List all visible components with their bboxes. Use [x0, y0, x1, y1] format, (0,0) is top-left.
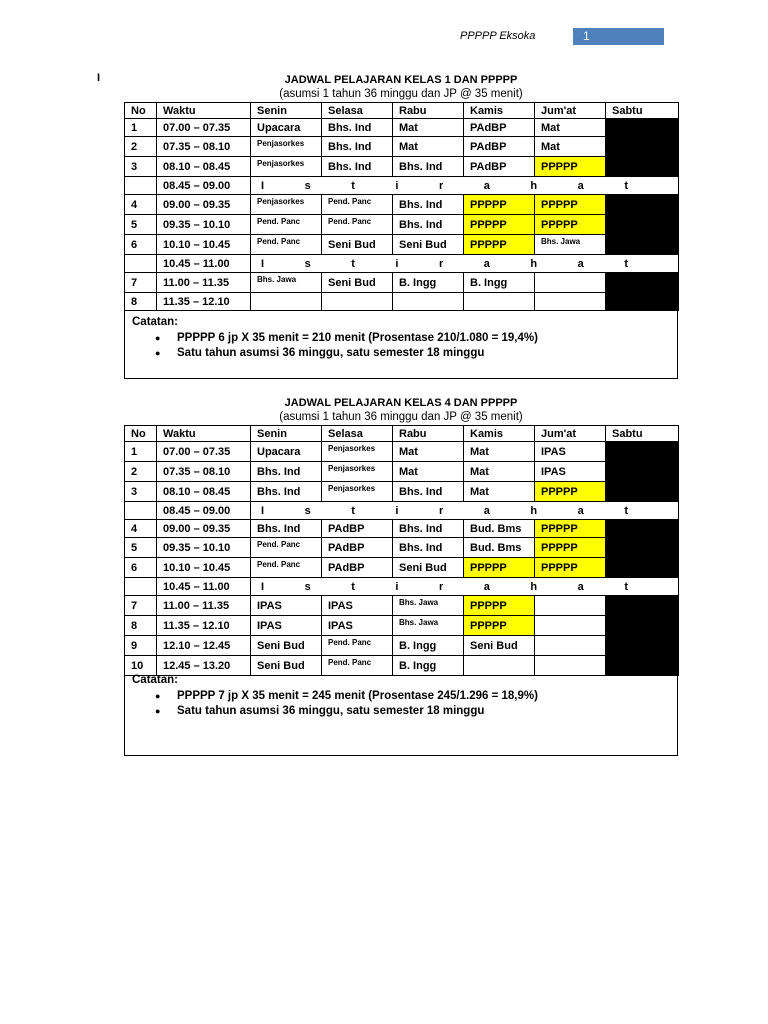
break-letter: a — [577, 580, 584, 593]
notes-label: Catatan: — [132, 674, 179, 686]
break-letter: t — [624, 504, 628, 517]
subject-jumat: PPPPP — [535, 215, 606, 235]
column-header: Waktu — [157, 103, 251, 119]
table-row — [125, 215, 679, 235]
subject-selasa: Bhs. Ind — [322, 119, 393, 137]
table-row — [125, 538, 679, 558]
subject-rabu: Bhs. Jawa — [393, 596, 464, 616]
column-header: Sabtu — [606, 426, 679, 442]
time-cell: 09.00 – 09.35 — [157, 195, 251, 215]
subject-sabtu — [606, 119, 679, 137]
subject-selasa: Pend. Panc — [322, 195, 393, 215]
note-item: ● Satu tahun asumsi 36 minggu, satu semester 18 minggu — [155, 346, 538, 361]
time-cell: 09.35 – 10.10 — [157, 538, 251, 558]
subject-jumat: IPAS — [535, 442, 606, 462]
table-row — [125, 195, 679, 215]
time-cell: 07.00 – 07.35 — [157, 119, 251, 137]
subject-kamis: Bud. Bms — [464, 538, 535, 558]
break-letter: a — [483, 504, 490, 517]
subject-rabu: Seni Bud — [393, 235, 464, 255]
subject-kamis: Mat — [464, 462, 535, 482]
table-row — [125, 482, 679, 502]
break-letter: I — [261, 257, 265, 270]
subject-kamis: B. Ingg — [464, 273, 535, 293]
break-letter: a — [577, 179, 584, 192]
column-header: Kamis — [464, 103, 535, 119]
subject-rabu: Bhs. Ind — [393, 215, 464, 235]
row-number: 6 — [125, 558, 157, 578]
row-number: 4 — [125, 520, 157, 538]
table-row — [125, 578, 679, 596]
subject-kamis: PAdBP — [464, 137, 535, 157]
time-cell: 12.45 – 13.20 — [157, 656, 251, 676]
row-number: 5 — [125, 215, 157, 235]
subject-selasa: Pend. Panc — [322, 636, 393, 656]
subject-sabtu — [606, 558, 679, 578]
break-letter: s — [304, 179, 311, 192]
time-cell: 11.35 – 12.10 — [157, 616, 251, 636]
break-letter: a — [577, 504, 584, 517]
break-letter: h — [530, 257, 538, 270]
table-row — [125, 235, 679, 255]
time-cell: 07.35 – 08.10 — [157, 137, 251, 157]
break-letter: a — [483, 580, 490, 593]
break-letter: i — [395, 179, 399, 192]
subject-rabu: Mat — [393, 137, 464, 157]
row-number: 2 — [125, 137, 157, 157]
subject-jumat: PPPPP — [535, 195, 606, 215]
column-header: Selasa — [322, 103, 393, 119]
break-letter: t — [351, 504, 355, 517]
table1-title: JADWAL PELAJARAN KELAS 1 DAN PPPPP — [284, 74, 518, 86]
subject-kamis: Seni Bud — [464, 636, 535, 656]
table1-notes — [124, 298, 678, 379]
row-number: 3 — [125, 157, 157, 177]
break-letter: h — [530, 580, 538, 593]
subject-kamis: PPPPP — [464, 596, 535, 616]
time-cell: 08.10 – 08.45 — [157, 157, 251, 177]
subject-senin: Pend. Panc — [251, 538, 322, 558]
subject-kamis: Mat — [464, 482, 535, 502]
istirahat-break — [251, 578, 679, 596]
subject-rabu: Mat — [393, 462, 464, 482]
subject-selasa: Penjasorkes — [322, 482, 393, 502]
note-item: ● Satu tahun asumsi 36 minggu, satu semester 18 minggu — [155, 704, 538, 719]
subject-jumat: PPPPP — [535, 538, 606, 558]
notes-label: Catatan: — [132, 316, 179, 328]
time-cell: 09.35 – 10.10 — [157, 215, 251, 235]
subject-senin: Bhs. Jawa — [251, 273, 322, 293]
time-cell: 08.10 – 08.45 — [157, 482, 251, 502]
istirahat-break — [251, 255, 679, 273]
table-row — [125, 255, 679, 273]
table-row — [125, 462, 679, 482]
time-cell: 07.35 – 08.10 — [157, 462, 251, 482]
table2-subtitle: (asumsi 1 tahun 36 minggu dan JP @ 35 menit) — [279, 411, 523, 423]
time-cell: 11.00 – 11.35 — [157, 596, 251, 616]
break-letter: s — [304, 504, 311, 517]
subject-rabu: Bhs. Ind — [393, 157, 464, 177]
row-number: 1 — [125, 442, 157, 462]
subject-jumat — [535, 273, 606, 293]
subject-rabu: B. Ingg — [393, 656, 464, 676]
subject-senin: Bhs. Ind — [251, 462, 322, 482]
subject-selasa: PAdBP — [322, 558, 393, 578]
subject-selasa: Penjasorkes — [322, 442, 393, 462]
row-number — [125, 578, 157, 596]
subject-senin: Bhs. Ind — [251, 520, 322, 538]
break-letter: r — [438, 179, 444, 192]
table-row — [125, 273, 679, 293]
subject-kamis: PPPPP — [464, 558, 535, 578]
column-header: No — [125, 426, 157, 442]
table-row — [125, 177, 679, 195]
subject-selasa: Seni Bud — [322, 235, 393, 255]
time-cell: 12.10 – 12.45 — [157, 636, 251, 656]
time-cell: 11.35 – 12.10 — [157, 293, 251, 311]
row-number — [125, 177, 157, 195]
subject-jumat — [535, 596, 606, 616]
break-letter: r — [438, 257, 444, 270]
time-cell: 09.00 – 09.35 — [157, 520, 251, 538]
subject-jumat: Mat — [535, 137, 606, 157]
subject-sabtu — [606, 442, 679, 462]
subject-rabu: Bhs. Ind — [393, 195, 464, 215]
margin-mark: I — [97, 72, 101, 84]
subject-jumat: Bhs. Jawa — [535, 235, 606, 255]
break-letter: I — [261, 580, 265, 593]
break-letter: r — [438, 580, 444, 593]
subject-rabu: Bhs. Ind — [393, 482, 464, 502]
table-row — [125, 137, 679, 157]
subject-sabtu — [606, 636, 679, 656]
subject-rabu: Bhs. Jawa — [393, 616, 464, 636]
subject-selasa: IPAS — [322, 596, 393, 616]
subject-kamis: PPPPP — [464, 616, 535, 636]
column-header: Jum'at — [535, 426, 606, 442]
subject-jumat: PPPPP — [535, 482, 606, 502]
subject-selasa: IPAS — [322, 616, 393, 636]
table2-notes — [124, 656, 678, 756]
table2-title: JADWAL PELAJARAN KELAS 4 DAN PPPPP — [284, 397, 518, 409]
row-number: 3 — [125, 482, 157, 502]
table-row — [125, 502, 679, 520]
page-number-box: 1 — [573, 28, 664, 45]
subject-senin: Upacara — [251, 119, 322, 137]
time-cell: 11.00 – 11.35 — [157, 273, 251, 293]
row-number — [125, 255, 157, 273]
subject-rabu: Bhs. Ind — [393, 538, 464, 558]
subject-selasa: Pend. Panc — [322, 656, 393, 676]
time-cell: 10.10 – 10.45 — [157, 235, 251, 255]
break-letter: t — [624, 257, 628, 270]
subject-sabtu — [606, 520, 679, 538]
break-letter: t — [351, 580, 355, 593]
break-letter: a — [483, 257, 490, 270]
subject-senin: Bhs. Ind — [251, 482, 322, 502]
break-letter: i — [395, 504, 399, 517]
column-header: Senin — [251, 426, 322, 442]
subject-kamis: PPPPP — [464, 195, 535, 215]
column-header: Rabu — [393, 103, 464, 119]
table1-subtitle: (asumsi 1 tahun 36 minggu dan JP @ 35 menit) — [279, 88, 523, 100]
time-cell: 10.45 – 11.00 — [157, 578, 251, 596]
subject-kamis: PPPPP — [464, 235, 535, 255]
document-header-label: PPPPP Eksoka — [460, 30, 536, 42]
break-letter: t — [351, 179, 355, 192]
table-row — [125, 636, 679, 656]
break-letter: h — [530, 504, 538, 517]
subject-sabtu — [606, 596, 679, 616]
row-number: 7 — [125, 596, 157, 616]
break-letter: i — [395, 580, 399, 593]
subject-senin: Seni Bud — [251, 636, 322, 656]
time-cell: 08.45 – 09.00 — [157, 177, 251, 195]
subject-sabtu — [606, 462, 679, 482]
row-number: 4 — [125, 195, 157, 215]
row-number: 5 — [125, 538, 157, 558]
subject-jumat: PPPPP — [535, 558, 606, 578]
subject-selasa: Penjasorkes — [322, 462, 393, 482]
column-header: Sabtu — [606, 103, 679, 119]
subject-senin: Pend. Panc — [251, 235, 322, 255]
subject-senin: IPAS — [251, 596, 322, 616]
row-number: 8 — [125, 293, 157, 311]
table-row — [125, 442, 679, 462]
table1-schedule — [124, 102, 679, 311]
column-header: Senin — [251, 103, 322, 119]
subject-sabtu — [606, 137, 679, 157]
subject-sabtu — [606, 616, 679, 636]
subject-jumat — [535, 616, 606, 636]
time-cell: 08.45 – 09.00 — [157, 502, 251, 520]
break-letter: h — [530, 179, 538, 192]
row-number: 8 — [125, 616, 157, 636]
table-row — [125, 520, 679, 538]
subject-jumat: Mat — [535, 119, 606, 137]
column-header: Rabu — [393, 426, 464, 442]
table-row — [125, 558, 679, 578]
column-header: Kamis — [464, 426, 535, 442]
table-row — [125, 596, 679, 616]
column-header: Jum'at — [535, 103, 606, 119]
subject-selasa: Seni Bud — [322, 273, 393, 293]
row-number: 1 — [125, 119, 157, 137]
subject-senin: Seni Bud — [251, 656, 322, 676]
subject-selasa: Bhs. Ind — [322, 137, 393, 157]
break-letter: i — [395, 257, 399, 270]
subject-rabu: Seni Bud — [393, 558, 464, 578]
subject-rabu: Bhs. Ind — [393, 520, 464, 538]
subject-rabu: Mat — [393, 119, 464, 137]
istirahat-break — [251, 177, 679, 195]
time-cell: 07.00 – 07.35 — [157, 442, 251, 462]
subject-rabu: B. Ingg — [393, 636, 464, 656]
break-letter: t — [624, 179, 628, 192]
subject-senin: Pend. Panc — [251, 215, 322, 235]
subject-rabu: B. Ingg — [393, 273, 464, 293]
break-letter: s — [304, 257, 311, 270]
subject-selasa: PAdBP — [322, 538, 393, 558]
subject-senin: Penjasorkes — [251, 137, 322, 157]
subject-jumat — [535, 636, 606, 656]
table-row — [125, 157, 679, 177]
subject-kamis: Mat — [464, 442, 535, 462]
table-row — [125, 119, 679, 137]
break-letter: s — [304, 580, 311, 593]
subject-senin: Pend. Panc — [251, 558, 322, 578]
subject-selasa: PAdBP — [322, 520, 393, 538]
note-item: ● PPPPP 6 jp X 35 menit = 210 menit (Prosentase 210/1.080 = 19,4%) — [155, 331, 538, 346]
subject-sabtu — [606, 195, 679, 215]
break-letter: I — [261, 179, 265, 192]
subject-kamis: PPPPP — [464, 215, 535, 235]
subject-senin: Penjasorkes — [251, 157, 322, 177]
break-letter: t — [624, 580, 628, 593]
row-number — [125, 502, 157, 520]
time-cell: 10.45 – 11.00 — [157, 255, 251, 273]
row-number: 10 — [125, 656, 157, 676]
column-header: Waktu — [157, 426, 251, 442]
column-header: Selasa — [322, 426, 393, 442]
time-cell: 10.10 – 10.45 — [157, 558, 251, 578]
subject-sabtu — [606, 482, 679, 502]
subject-kamis: PAdBP — [464, 119, 535, 137]
break-letter: a — [577, 257, 584, 270]
subject-selasa: Pend. Panc — [322, 215, 393, 235]
row-number: 9 — [125, 636, 157, 656]
subject-selasa: Bhs. Ind — [322, 157, 393, 177]
table-row — [125, 616, 679, 636]
row-number: 2 — [125, 462, 157, 482]
table2-schedule — [124, 425, 679, 676]
subject-sabtu — [606, 157, 679, 177]
subject-sabtu — [606, 215, 679, 235]
break-letter: r — [438, 504, 444, 517]
row-number: 6 — [125, 235, 157, 255]
subject-jumat: PPPPP — [535, 520, 606, 538]
break-letter: I — [261, 504, 265, 517]
subject-senin: Penjasorkes — [251, 195, 322, 215]
break-letter: a — [483, 179, 490, 192]
subject-kamis: Bud. Bms — [464, 520, 535, 538]
subject-sabtu — [606, 273, 679, 293]
subject-senin: Upacara — [251, 442, 322, 462]
row-number: 7 — [125, 273, 157, 293]
subject-kamis: PAdBP — [464, 157, 535, 177]
note-item: ● PPPPP 7 jp X 35 menit = 245 menit (Prosentase 245/1.296 = 18,9%) — [155, 689, 538, 704]
subject-senin: IPAS — [251, 616, 322, 636]
column-header: No — [125, 103, 157, 119]
subject-sabtu — [606, 235, 679, 255]
subject-rabu: Mat — [393, 442, 464, 462]
break-letter: t — [351, 257, 355, 270]
subject-sabtu — [606, 538, 679, 558]
subject-jumat: PPPPP — [535, 157, 606, 177]
subject-jumat: IPAS — [535, 462, 606, 482]
istirahat-break — [251, 502, 679, 520]
